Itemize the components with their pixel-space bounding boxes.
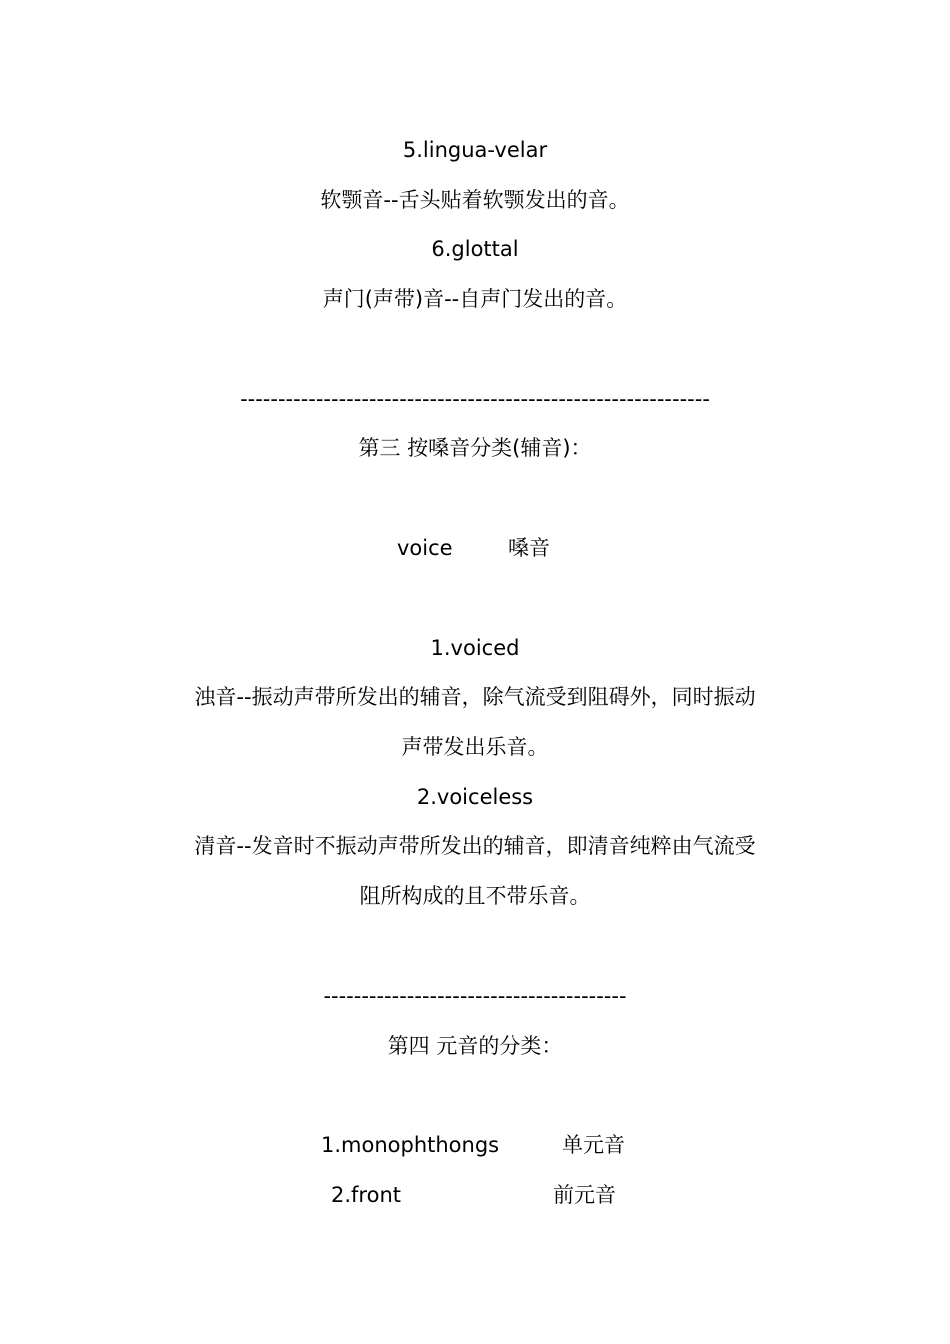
voice-translation: 嗓音 [508,536,550,560]
front-term: 2.front [331,1183,401,1207]
voice-term: voice [397,536,453,560]
voiceless-definition: 清音--发音时不振动声带所发出的辅音，即清音纯粹由气流受阻所构成的且不带乐音。 [194,834,756,908]
section-four-title: 第四 元音的分类： [387,1034,563,1058]
section-three-title: 第三 按嗓音分类(辅音)： [358,436,592,460]
item-lingua-velar: 5.lingua-velar [402,138,548,162]
voiced-definition: 浊音--振动声带所发出的辅音，除气流受到阻碍外，同时振动声带发出乐音。 [194,685,756,759]
item-voiced: 1.voiced [430,636,520,660]
glottal-definition: 声门(声带)音--自声门发出的音。 [322,287,628,311]
monophthongs-translation: 单元音 [562,1133,625,1157]
divider-line: -------------------------------------------------------------- [240,387,710,411]
item-glottal: 6.glottal [431,237,519,261]
divider-line-short: ---------------------------------------- [323,984,627,1008]
lingua-velar-definition: 软颚音--舌头贴着软颚发出的音。 [320,188,630,212]
item-voiceless: 2.voiceless [416,785,534,809]
monophthongs-term: 1.monophthongs [321,1133,500,1157]
front-translation: 前元音 [553,1183,616,1207]
